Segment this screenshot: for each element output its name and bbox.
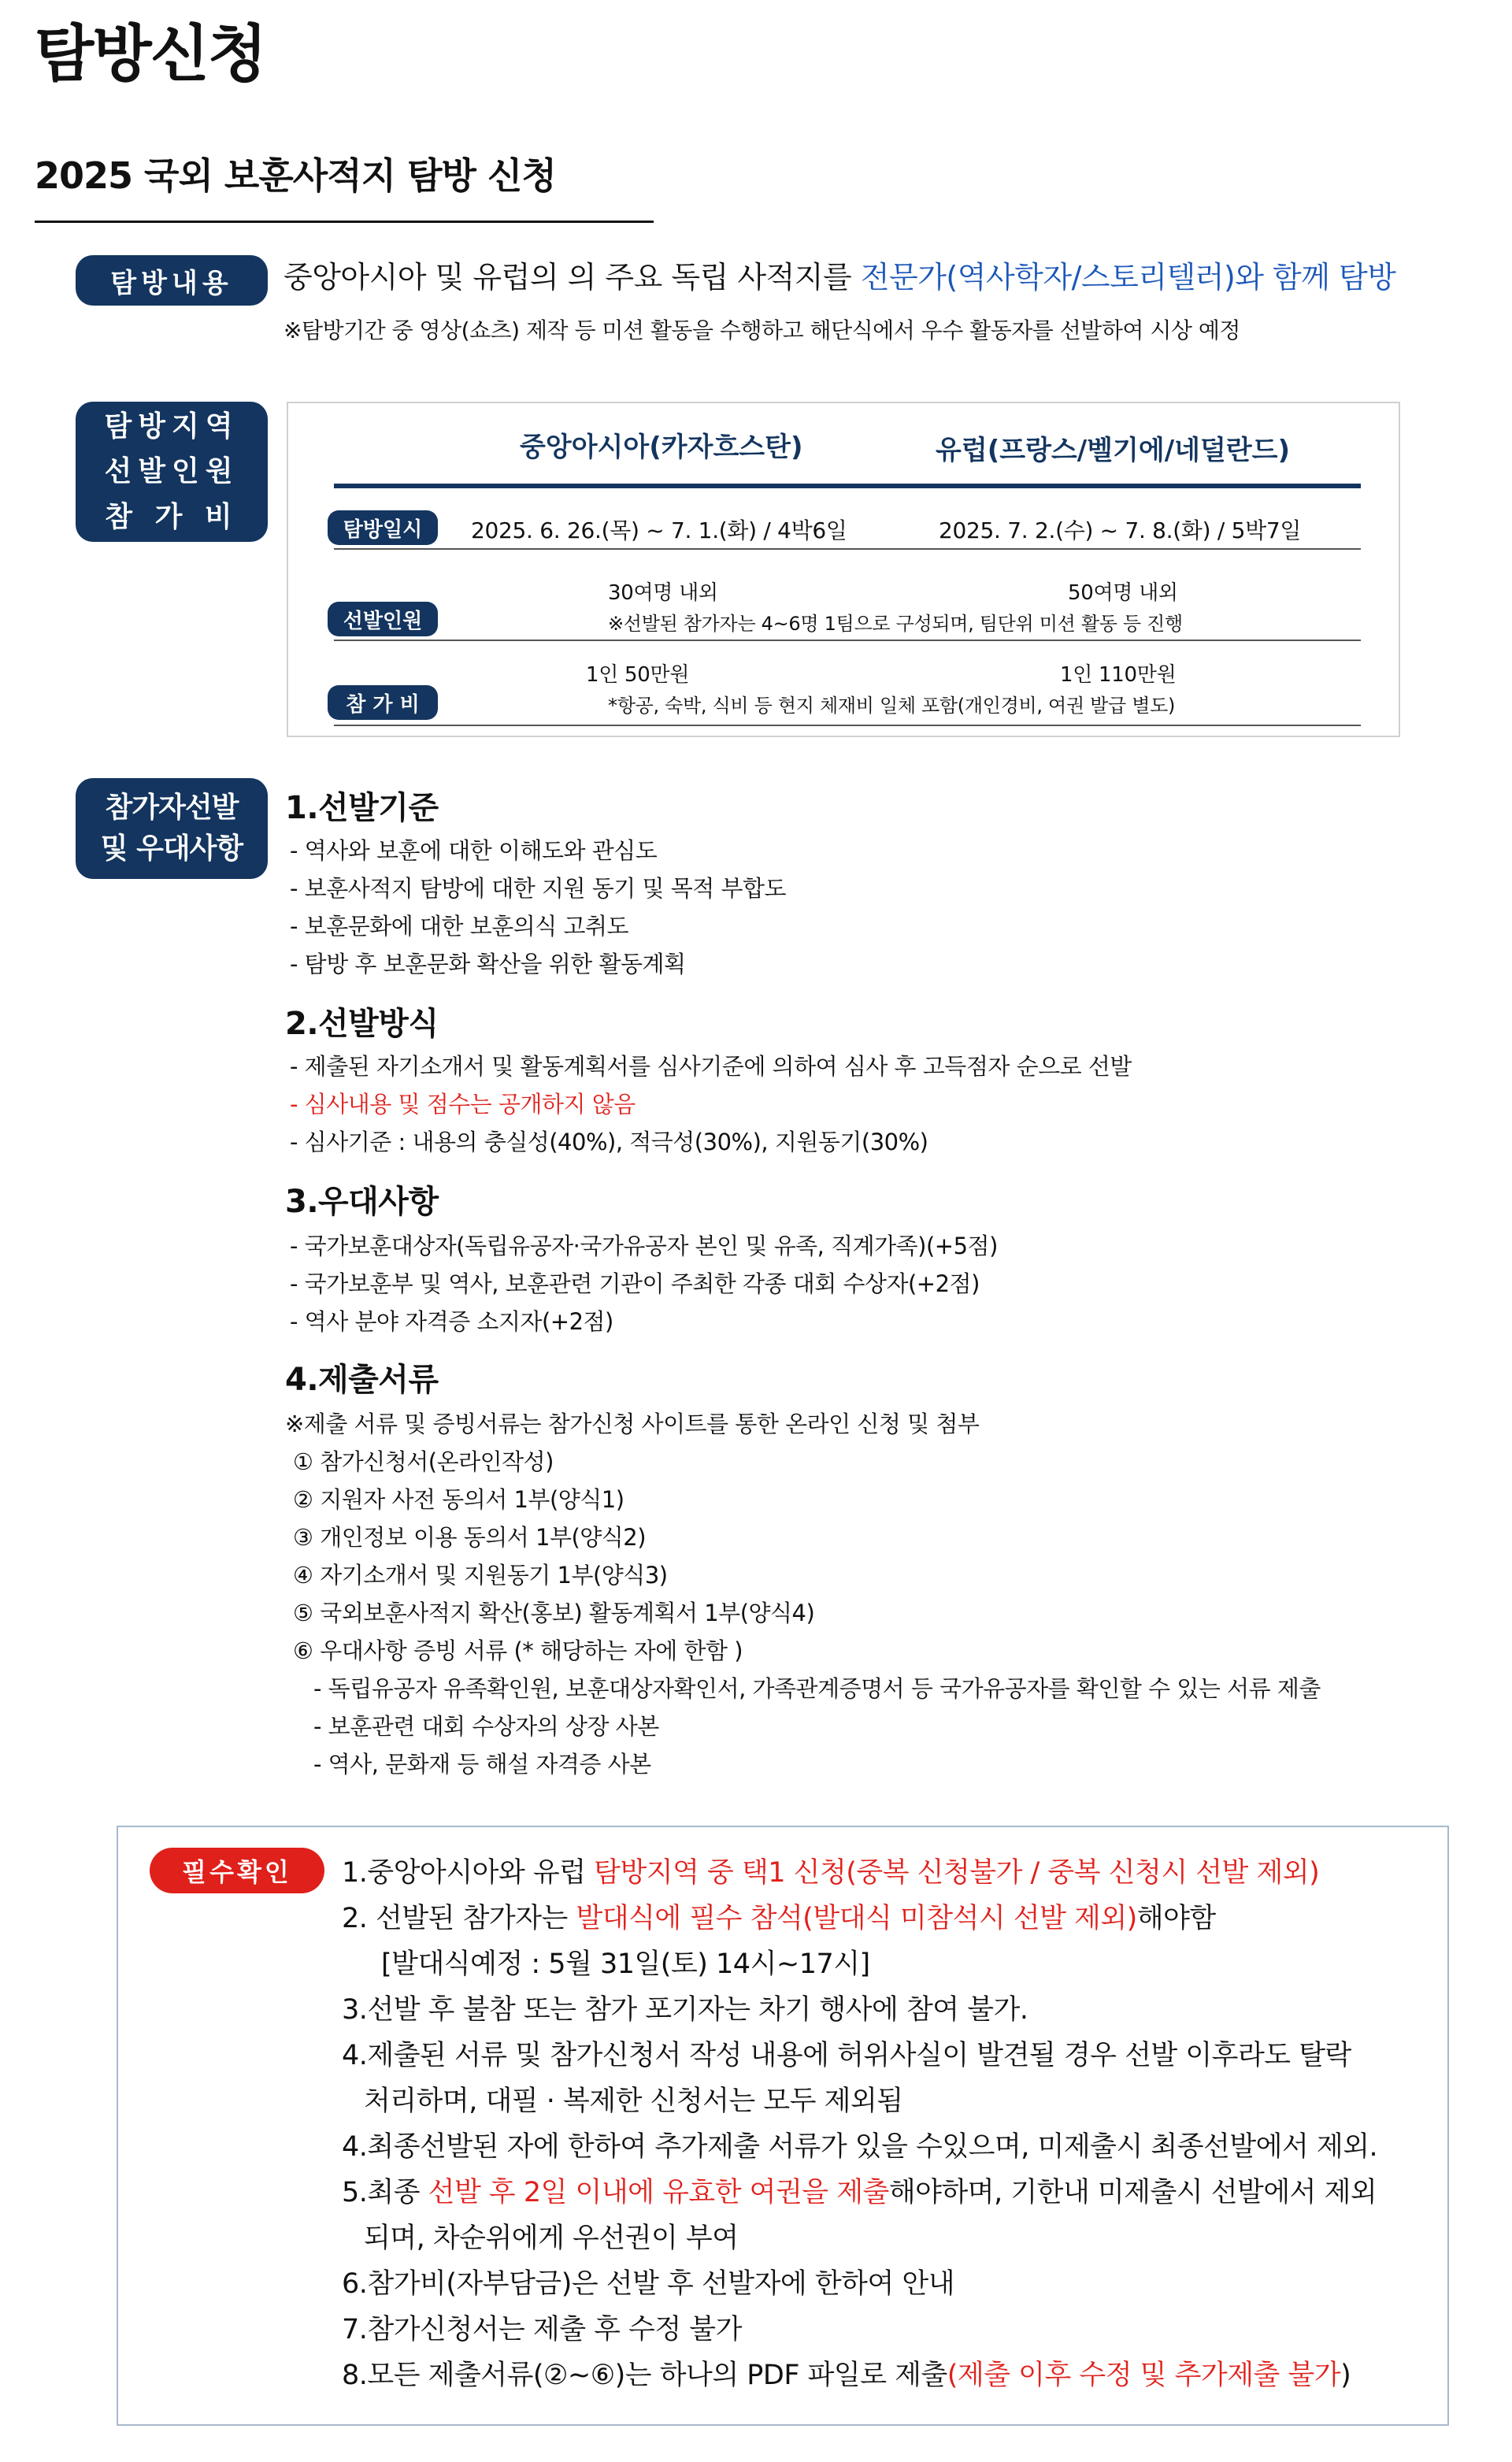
- row-label-date: 탐방일시: [328, 510, 438, 545]
- criteria-item: - 탐방 후 보훈문화 확산을 위한 활동계획: [290, 951, 686, 977]
- people-europe: 50여명 내외: [1068, 581, 1178, 605]
- criteria-heading: 1.선발기준: [285, 790, 439, 826]
- document-item: ⑥ 우대사항 증빙 서류 (* 해당하는 자에 한함 ): [293, 1637, 743, 1664]
- document-item: ② 지원자 사전 동의서 1부(양식1): [293, 1486, 624, 1513]
- document-subitem: - 보훈관련 대회 수상자의 상장 사본: [313, 1713, 659, 1740]
- method-heading: 2.선발방식: [285, 1006, 439, 1042]
- people-note: ※선발된 참가자는 4~6명 1팀으로 구성되며, 팀단위 미션 활동 등 진행: [608, 613, 1183, 635]
- page-title: 탐방신청: [35, 19, 266, 90]
- confirm-line: 8.모든 제출서류(②~⑥)는 하나의 PDF 파일로 제출(제출 이후 수정 및 추가제출 불가): [342, 2360, 1351, 2391]
- confirm-line: 5.최종 선발 후 2일 이내에 유효한 여권을 제출해야하며, 기한내 미제출시 선발에서 제외: [342, 2177, 1377, 2208]
- method-item: - 심사기준 : 내용의 충실성(40%), 적극성(30%), 지원동기(30%): [290, 1129, 928, 1155]
- confirm-line: 1.중앙아시아와 유럽 탐방지역 중 택1 신청(중복 신청불가 / 중복 신청시 선발 제외): [342, 1857, 1320, 1889]
- date-central-asia: 2025. 6. 26.(목) ~ 7. 1.(화) / 4박6일: [471, 517, 847, 543]
- row-rule: [334, 548, 1361, 550]
- criteria-item: - 보훈문화에 대한 보훈의식 고취도: [290, 913, 629, 940]
- confirm-line: 6.참가비(자부담금)은 선발 후 선발자에 한하여 안내: [342, 2268, 955, 2300]
- confirm-line: 되며, 차순위에게 우선권이 부여: [364, 2223, 739, 2254]
- row-label-fee: 참 가 비: [328, 685, 438, 720]
- confirm-line: 4.최종선발된 자에 한하여 추가제출 서류가 있을 수있으며, 미제출시 최종선발에서 제외.: [342, 2131, 1378, 2163]
- people-central-asia: 30여명 내외: [608, 581, 718, 605]
- date-europe: 2025. 7. 2.(수) ~ 7. 8.(화) / 5박7일: [939, 517, 1302, 543]
- preference-item: - 역사 분야 자격증 소지자(+2점): [290, 1308, 613, 1335]
- tour-content-text: 중앙아시아 및 유럽의 의 주요 독립 사적지를 전문가(역사학자/스토리텔러)와 함께 탐방: [284, 260, 1396, 295]
- document-item: ④ 자기소개서 및 지원동기 1부(양식3): [293, 1562, 668, 1589]
- confirm-line: 처리하며, 대필 · 복제한 신청서는 모두 제외됨: [364, 2086, 903, 2117]
- col-head-europe: 유럽(프랑스/벨기에/네덜란드): [936, 435, 1291, 466]
- region-label: 탐방지역 선발인원 참 가 비: [76, 402, 268, 542]
- selection-label: 참가자선발 및 우대사항: [76, 778, 268, 879]
- confirm-line: 2. 선발된 참가자는 발대식에 필수 참석(발대식 미참석시 선발 제외)해야함: [342, 1903, 1216, 1934]
- document-item: ① 참가신청서(온라인작성): [293, 1448, 554, 1475]
- method-item: - 제출된 자기소개서 및 활동계획서를 심사기준에 의하여 심사 후 고득점자 순으로 선발: [290, 1053, 1132, 1080]
- document-item: ③ 개인정보 이용 동의서 1부(양식2): [293, 1524, 647, 1551]
- criteria-item: - 역사와 보훈에 대한 이해도와 관심도: [290, 837, 658, 864]
- method-item-undisclosed: - 심사내용 및 점수는 공개하지 않음: [290, 1091, 636, 1118]
- row-label-people: 선발인원: [328, 602, 438, 636]
- title-underline: [35, 221, 654, 223]
- document-item: ⑤ 국외보훈사적지 확산(홍보) 활동계획서 1부(양식4): [293, 1600, 815, 1626]
- confirm-line: 4.제출된 서류 및 참가신청서 작성 내용에 허위사실이 발견될 경우 선발 이후라도 탈락: [342, 2040, 1351, 2071]
- row-rule: [334, 725, 1361, 726]
- documents-heading: 4.제출서류: [285, 1362, 439, 1398]
- fee-central-asia: 1인 50만원: [586, 663, 690, 687]
- document-subitem: - 역사, 문화재 등 해설 자격증 사본: [313, 1751, 651, 1778]
- row-rule: [334, 640, 1361, 641]
- documents-note: ※제출 서류 및 증빙서류는 참가신청 사이트를 통한 온라인 신청 및 첨부: [285, 1411, 980, 1437]
- confirm-label: 필수확인: [150, 1848, 324, 1893]
- fee-note: *항공, 숙박, 식비 등 현지 체재비 일체 포함(개인경비, 여권 발급 별도): [608, 695, 1176, 717]
- preference-item: - 국가보훈대상자(독립유공자·국가유공자 본인 및 유족, 직계가족)(+5점): [290, 1233, 998, 1259]
- tour-content-highlight: 전문가(역사학자/스토리텔러)와 함께 탐방: [860, 260, 1396, 295]
- tour-content-label: 탐방내용: [76, 255, 268, 306]
- confirm-line: 3.선발 후 불참 또는 참가 포기자는 차기 행사에 참여 불가.: [342, 1994, 1028, 2026]
- col-head-central-asia: 중앙아시아(카자흐스탄): [520, 432, 803, 463]
- section-title: 2025 국외 보훈사적지 탐방 신청: [35, 154, 556, 197]
- fee-europe: 1인 110만원: [1060, 663, 1177, 687]
- preference-item: - 국가보훈부 및 역사, 보훈관련 기관이 주최한 각종 대회 수상자(+2점): [290, 1270, 980, 1297]
- confirm-line: 7.참가신청서는 제출 후 수정 불가: [342, 2314, 742, 2345]
- table-header-rule: [334, 484, 1361, 488]
- document-subitem: - 독립유공자 유족확인원, 보훈대상자확인서, 가족관계증명서 등 국가유공자를 확인할 수 있는 서류 제출: [313, 1675, 1321, 1702]
- confirm-line: [발대식예정 : 5월 31일(토) 14시~17시]: [381, 1948, 870, 1980]
- preference-heading: 3.우대사항: [285, 1184, 439, 1220]
- criteria-item: - 보훈사적지 탐방에 대한 지원 동기 및 목적 부합도: [290, 875, 786, 902]
- tour-content-note: ※탐방기간 중 영상(쇼츠) 제작 등 미션 활동을 수행하고 해단식에서 우수 활동자를 선발하여 시상 예정: [284, 317, 1240, 343]
